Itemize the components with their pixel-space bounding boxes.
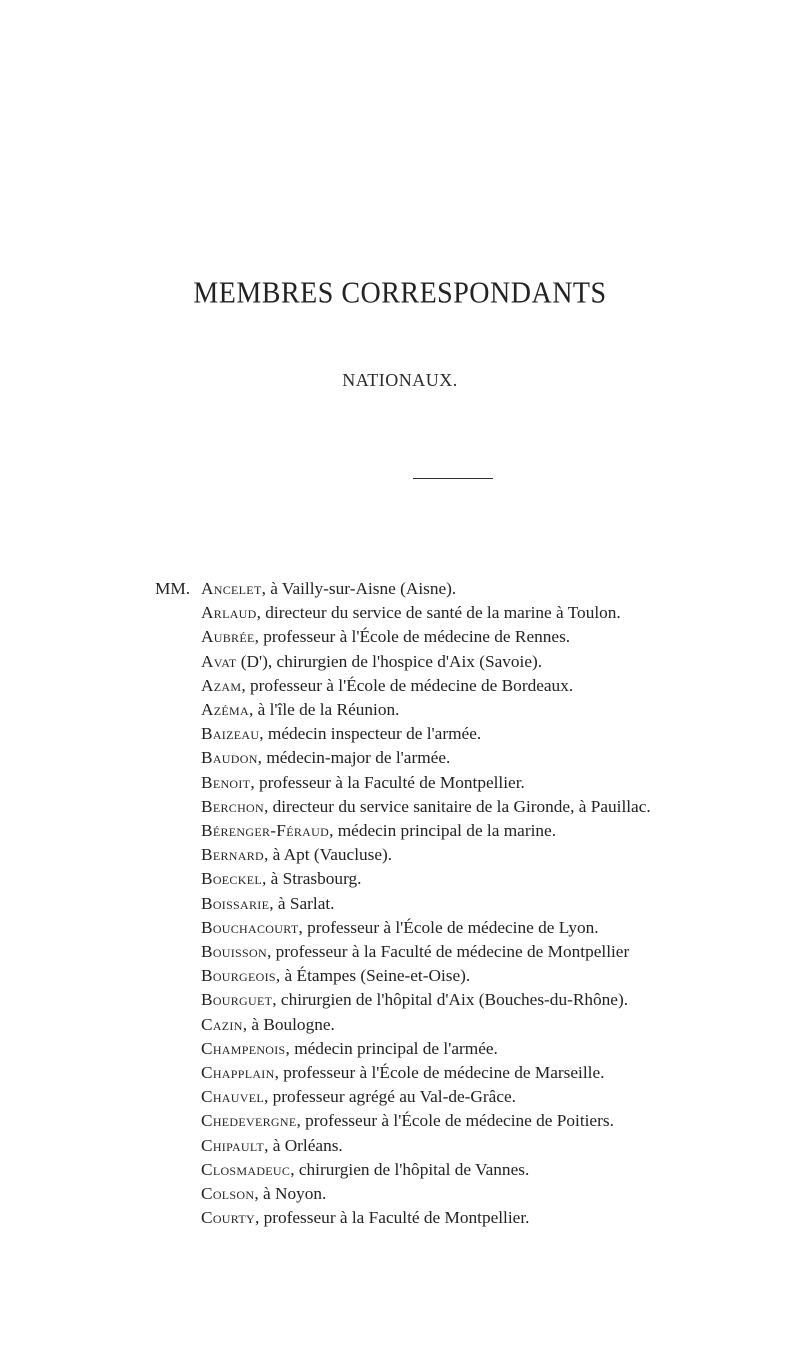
member-description: , à Apt (Vaucluse). <box>263 845 393 865</box>
page-subtitle: NATIONAUX. <box>342 370 458 390</box>
member-description: , directeur du service sanitaire de la Gironde, à Pauillac. <box>263 796 651 816</box>
member-description: , professeur à l'École de médecine de Lyon. <box>298 917 599 937</box>
member-name: Aubrée <box>201 627 255 647</box>
member-name: Azam <box>201 675 242 695</box>
list-item <box>201 747 450 769</box>
list-item <box>201 1183 326 1205</box>
section-divider <box>413 478 493 479</box>
member-name: Benoit <box>201 772 251 792</box>
member-description: , professeur à l'École de médecine de Bordeaux. <box>241 675 574 695</box>
member-name: Chedevergne <box>201 1111 297 1131</box>
member-description: , professeur à l'École de médecine de Marseille. <box>274 1063 605 1082</box>
member-description: , chirurgien de l'hôpital d'Aix (Bouches-du-Rhône). <box>272 990 629 1010</box>
member-name: Courty <box>201 1208 255 1228</box>
member-name: Azéma <box>201 700 249 719</box>
member-name: Closmadeuc <box>201 1159 291 1179</box>
list-prefix: MM. <box>155 579 191 598</box>
member-name: Cazin <box>201 1014 243 1034</box>
list-item <box>201 1207 529 1229</box>
member-name: Berchon <box>201 796 264 816</box>
member-name: Ancelet <box>201 579 262 598</box>
member-name: Chipault <box>201 1135 265 1155</box>
list-item <box>201 1135 343 1157</box>
member-description: , médecin principal de la marine. <box>329 821 557 840</box>
member-description: , à Strasbourg. <box>261 869 362 889</box>
member-description: , chirurgien de l'hôpital de Vannes. <box>290 1159 530 1179</box>
list-item <box>201 626 570 648</box>
member-name: Bernard <box>201 845 264 865</box>
member-name: Bouchacourt <box>201 917 299 937</box>
list-item <box>201 1038 498 1060</box>
list-item <box>201 796 651 818</box>
member-name: Boeckel <box>201 869 262 889</box>
member-description: , directeur du service de santé de la marine à Toulon. <box>256 603 621 623</box>
list-item <box>201 941 629 963</box>
member-description: , professeur à la Faculté de médecine de Montpellier <box>266 942 630 961</box>
member-description: , à Vailly-sur-Aisne (Aisne). <box>261 579 457 598</box>
list-item <box>201 675 573 697</box>
list-item <box>201 772 525 794</box>
page-title: MEMBRES CORRESPONDANTS <box>193 276 607 311</box>
member-name: Baudon <box>201 748 258 768</box>
member-description: , professeur à l'École de médecine de Poitiers. <box>296 1111 614 1131</box>
list-item <box>201 1159 529 1181</box>
member-description: , professeur à l'École de médecine de Rennes. <box>254 627 571 647</box>
member-name: Avat <box>201 651 237 671</box>
member-description: , à Noyon. <box>254 1184 327 1203</box>
member-description: (D'), chirurgien de l'hospice d'Aix (Savoie). <box>236 651 543 671</box>
member-description: , médecin principal de l'armée. <box>285 1038 498 1058</box>
list-item <box>201 578 456 600</box>
member-description: , à Orléans. <box>264 1135 343 1155</box>
member-name: Bouisson <box>201 942 267 961</box>
member-name: Champenois <box>201 1038 286 1058</box>
member-description: , médecin-major de l'armée. <box>257 748 451 768</box>
member-description: , professeur à la Faculté de Montpellier. <box>254 1208 530 1228</box>
list-item <box>201 651 542 673</box>
member-name: Bourguet <box>201 990 273 1010</box>
member-name: Colson <box>201 1184 255 1203</box>
list-item <box>201 602 621 624</box>
member-name: Baizeau <box>201 724 260 744</box>
member-name: Arlaud <box>201 603 257 623</box>
member-name: Chauvel <box>201 1087 264 1107</box>
member-description: , professeur agrégé au Val-de-Grâce. <box>263 1087 516 1107</box>
member-description: , à Étampes (Seine-et-Oise). <box>275 966 471 986</box>
list-item <box>201 1110 614 1132</box>
list-item <box>201 723 481 745</box>
list-item <box>201 868 361 890</box>
member-description: , à Sarlat. <box>269 893 335 913</box>
member-name: Bourgeois <box>201 966 276 986</box>
list-item <box>201 965 470 987</box>
list-item <box>201 1086 516 1108</box>
list-item <box>201 699 399 721</box>
list-item <box>201 820 556 842</box>
member-description: , professeur à la Faculté de Montpellier. <box>250 772 525 792</box>
list-item <box>201 844 392 866</box>
member-name: Chapplain <box>201 1063 275 1082</box>
member-description: , à l'île de la Réunion. <box>248 700 400 719</box>
list-item <box>201 1062 604 1084</box>
member-name: Bérenger-Féraud <box>201 821 330 840</box>
member-description: , médecin inspecteur de l'armée. <box>259 724 482 744</box>
list-item <box>201 893 335 915</box>
list-item <box>201 1014 335 1036</box>
list-item <box>201 917 599 939</box>
list-item <box>201 989 628 1011</box>
member-description: , à Boulogne. <box>242 1014 335 1034</box>
member-name: Boissarie <box>201 893 270 913</box>
